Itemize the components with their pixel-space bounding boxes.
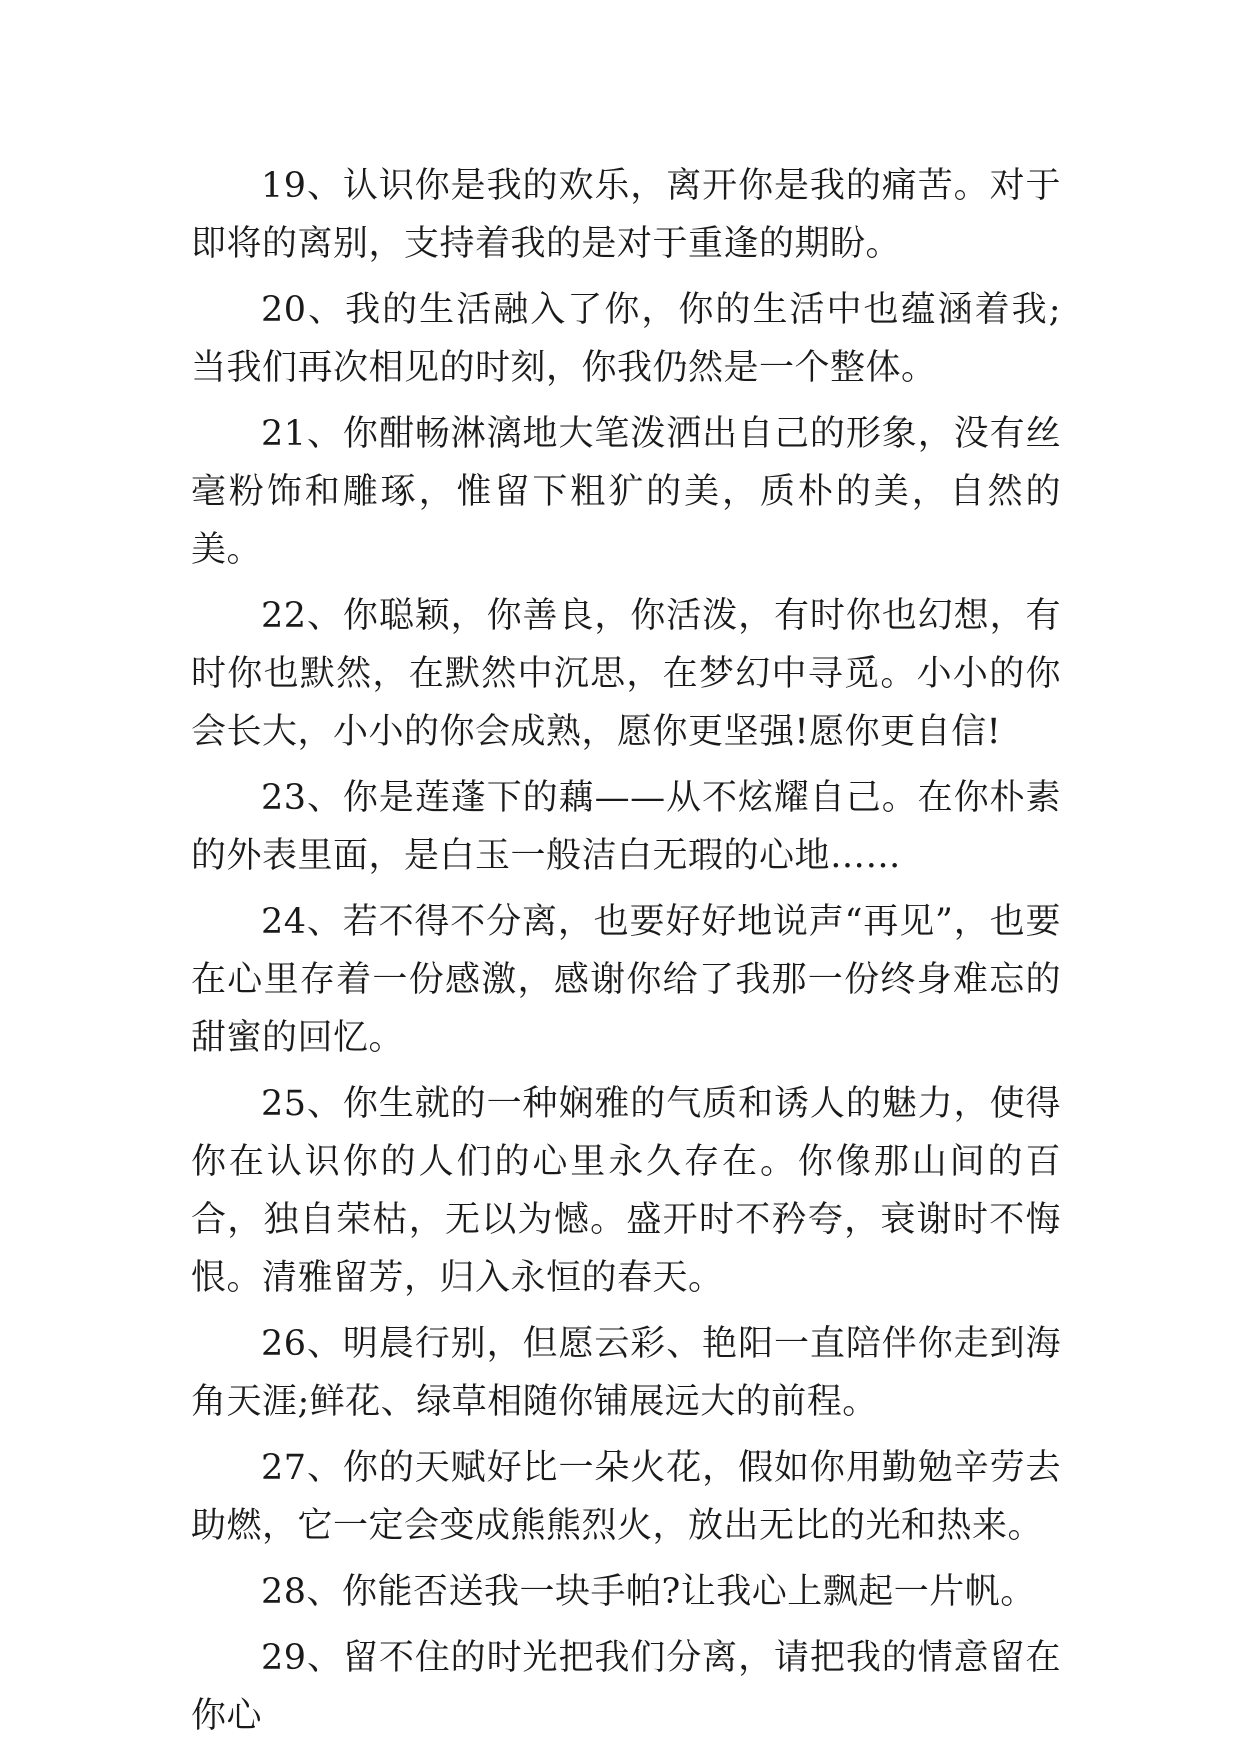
paragraph-29: 29、留不住的时光把我们分离，请把我的情意留在你心	[191, 1638, 1061, 1736]
paragraph-24: 24、若不得不分离，也要好好地说声“再见”，也要在心里存着一份感激，感谢你给了我那一份终身难忘的甜蜜的回忆。	[191, 902, 1061, 1058]
paragraph-20: 20、我的生活融入了你，你的生活中也蕴涵着我;当我们再次相见的时刻，你我仍然是一个整体。	[191, 290, 1061, 388]
paragraph-25: 25、你生就的一种娴雅的气质和诱人的魅力，使得你在认识你的人们的心里永久存在。你像那山间的百合，独自荣枯，无以为憾。盛开时不矜夸，衰谢时不悔恨。清雅留芳，归入永恒的春天。	[191, 1084, 1061, 1298]
paragraph-26: 26、明晨行别，但愿云彩、艳阳一直陪伴你走到海角天涯;鲜花、绿草相随你铺展远大的前程。	[191, 1324, 1061, 1422]
paragraph-21: 21、你酣畅淋漓地大笔泼洒出自己的形象，没有丝毫粉饰和雕琢，惟留下粗犷的美，质朴的美，自然的美。	[191, 414, 1061, 570]
paragraph-22: 22、你聪颖，你善良，你活泼，有时你也幻想，有时你也默然，在默然中沉思，在梦幻中寻觅。小小的你会长大，小小的你会成熟，愿你更坚强!愿你更自信!	[191, 596, 1061, 752]
paragraph-28: 28、你能否送我一块手帕?让我心上飘起一片帆。	[261, 1572, 1036, 1612]
paragraph-19: 19、认识你是我的欢乐，离开你是我的痛苦。对于即将的离别，支持着我的是对于重逢的期盼。	[191, 166, 1061, 264]
paragraph-27: 27、你的天赋好比一朵火花，假如你用勤勉辛劳去助燃，它一定会变成熊熊烈火，放出无比的光和热来。	[191, 1448, 1061, 1546]
document-body	[191, 157, 1061, 1753]
paragraph-23: 23、你是莲蓬下的藕——从不炫耀自己。在你朴素的外表里面，是白玉一般洁白无瑕的心地……	[191, 778, 1061, 876]
